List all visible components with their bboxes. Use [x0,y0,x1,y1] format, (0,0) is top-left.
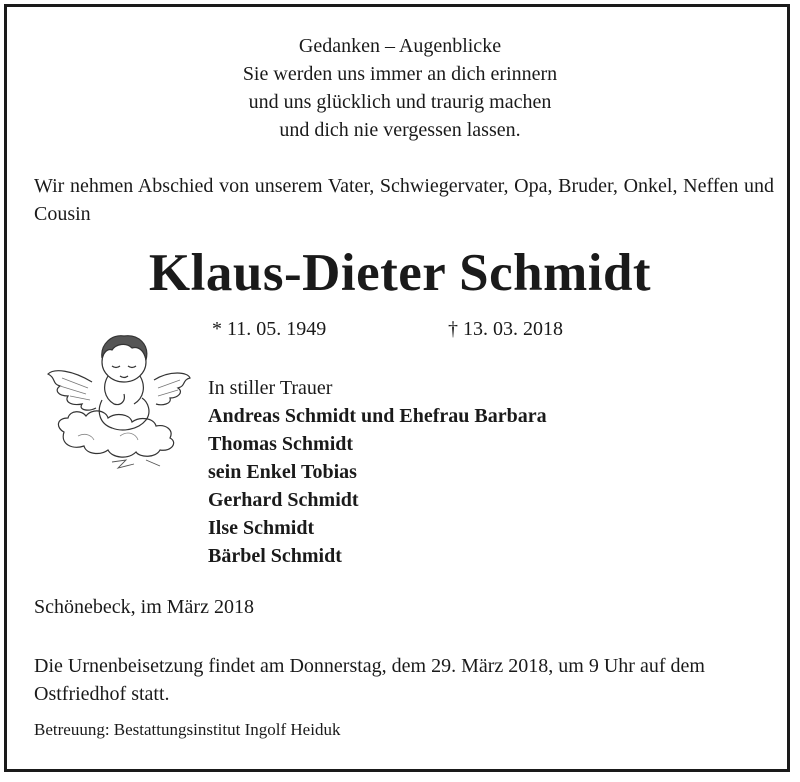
poem-line: und dich nie vergessen lassen. [279,119,521,141]
mourner-name: Andreas Schmidt und Ehefrau Barbara [208,405,547,427]
poem-line: und uns glücklich und traurig machen [248,91,552,113]
poem-line: Gedanken – Augenblicke [298,35,502,57]
birth-date: * 11. 05. 1949 [212,318,327,340]
mourners-heading: In stiller Trauer [208,377,333,399]
funeral-home: Betreuung: Bestattungsinstitut Ingolf Heiduk [34,720,341,739]
mourner-name: Gerhard Schmidt [208,489,359,511]
place-date: Schönebeck, im März 2018 [34,596,254,618]
poem [0,32,800,144]
farewell-text: Wir nehmen Abschied von unserem Vater, Schwiegervater, Opa, Bruder, Onkel, Neffen und Cousin [34,175,774,225]
mourner-name: sein Enkel Tobias [208,461,357,483]
mourner-name: Bärbel Schmidt [208,545,342,567]
mourners-list [208,374,547,570]
burial-info: Die Urnenbeisetzung findet am Donnerstag, dem 29. März 2018, um 9 Uhr auf dem Ostfriedhof statt. [34,655,705,705]
angel-illustration [42,320,192,470]
death-date: † 13. 03. 2018 [448,318,563,340]
mourner-name: Ilse Schmidt [208,517,315,539]
poem-line: Sie werden uns immer an dich erinnern [242,63,558,85]
mourner-name: Thomas Schmidt [208,433,354,455]
deceased-name: Klaus-Dieter Schmidt [148,244,652,302]
